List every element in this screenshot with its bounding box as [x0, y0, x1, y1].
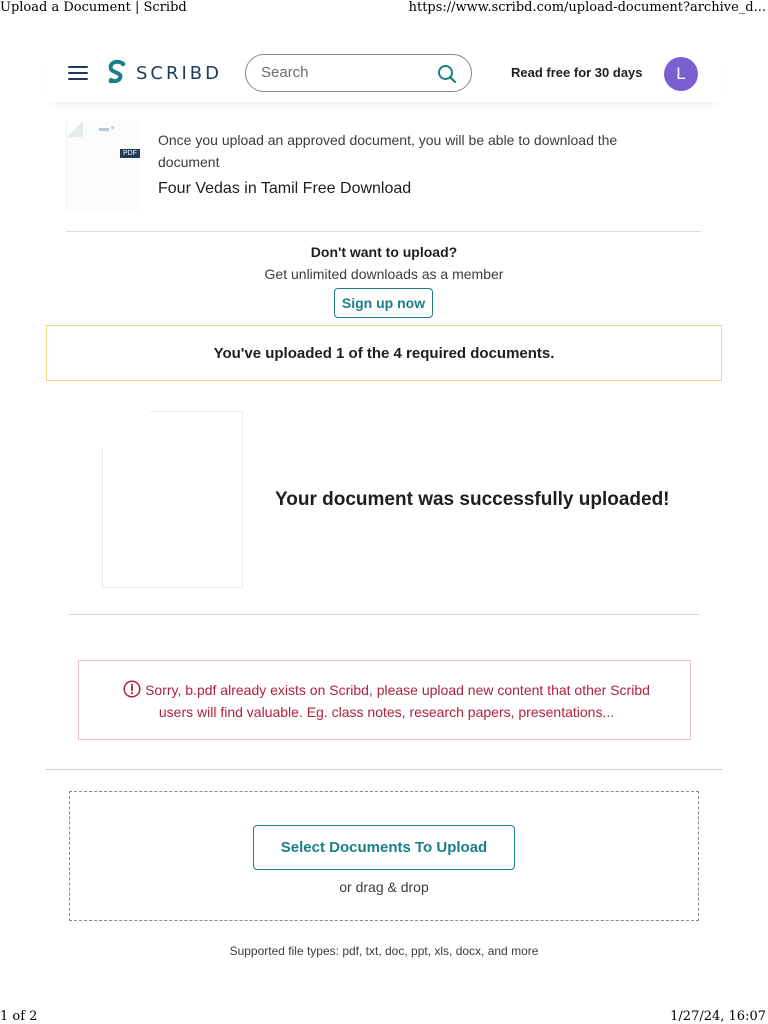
- search-icon[interactable]: [437, 64, 457, 84]
- search-bar[interactable]: [245, 54, 472, 92]
- pdf-badge: PDF: [120, 149, 140, 158]
- duplicate-error-box: [78, 660, 691, 740]
- print-footer-datetime: 1/27/24, 16:07: [670, 1009, 766, 1024]
- error-message-text: Sorry, b.pdf already exists on Scribd, please upload new content that other Scribd users will find valuable. Eg. class notes, research papers, presentations...: [145, 682, 650, 720]
- alert-circle-icon: [123, 680, 141, 698]
- logo-text: SCRIBD: [136, 62, 223, 84]
- top-navigation: [46, 44, 722, 102]
- document-thumbnail: [66, 121, 140, 211]
- scribd-logo[interactable]: [106, 59, 222, 87]
- upload-success-message: Your document was successfully uploaded!: [275, 489, 670, 510]
- search-input[interactable]: [261, 64, 421, 81]
- hamburger-icon[interactable]: [68, 66, 88, 80]
- avatar[interactable]: L: [664, 57, 698, 91]
- upload-dropzone[interactable]: [69, 791, 699, 921]
- download-info-text: Once you upload an approved document, you will be able to download the document: [158, 132, 618, 170]
- divider: [46, 769, 722, 770]
- select-documents-button[interactable]: Select Documents To Upload: [253, 825, 515, 870]
- drag-drop-text: or drag & drop: [339, 879, 429, 895]
- divider: [69, 614, 699, 615]
- print-header-title: Upload a Document | Scribd: [0, 0, 187, 15]
- print-footer-page: 1 of 2: [0, 1009, 38, 1024]
- divider: [66, 231, 701, 232]
- sign-up-button[interactable]: Sign up now: [334, 288, 433, 318]
- print-header-url: https://www.scribd.com/upload-document?archive_d...: [408, 0, 766, 15]
- document-title: Four Vedas in Tamil Free Download: [158, 180, 412, 197]
- scribd-logo-icon: [106, 59, 128, 87]
- upload-progress-banner: You've uploaded 1 of the 4 required documents.: [46, 325, 722, 381]
- membership-heading: Don't want to upload?: [310, 244, 458, 260]
- error-message: [109, 679, 664, 723]
- supported-file-types: Supported file types: pdf, txt, doc, ppt, xls, docx, and more: [229, 944, 539, 958]
- uploaded-document-thumbnail: [102, 411, 243, 588]
- membership-subtext: Get unlimited downloads as a member: [264, 266, 504, 282]
- read-free-link[interactable]: Read free for 30 days: [511, 65, 643, 80]
